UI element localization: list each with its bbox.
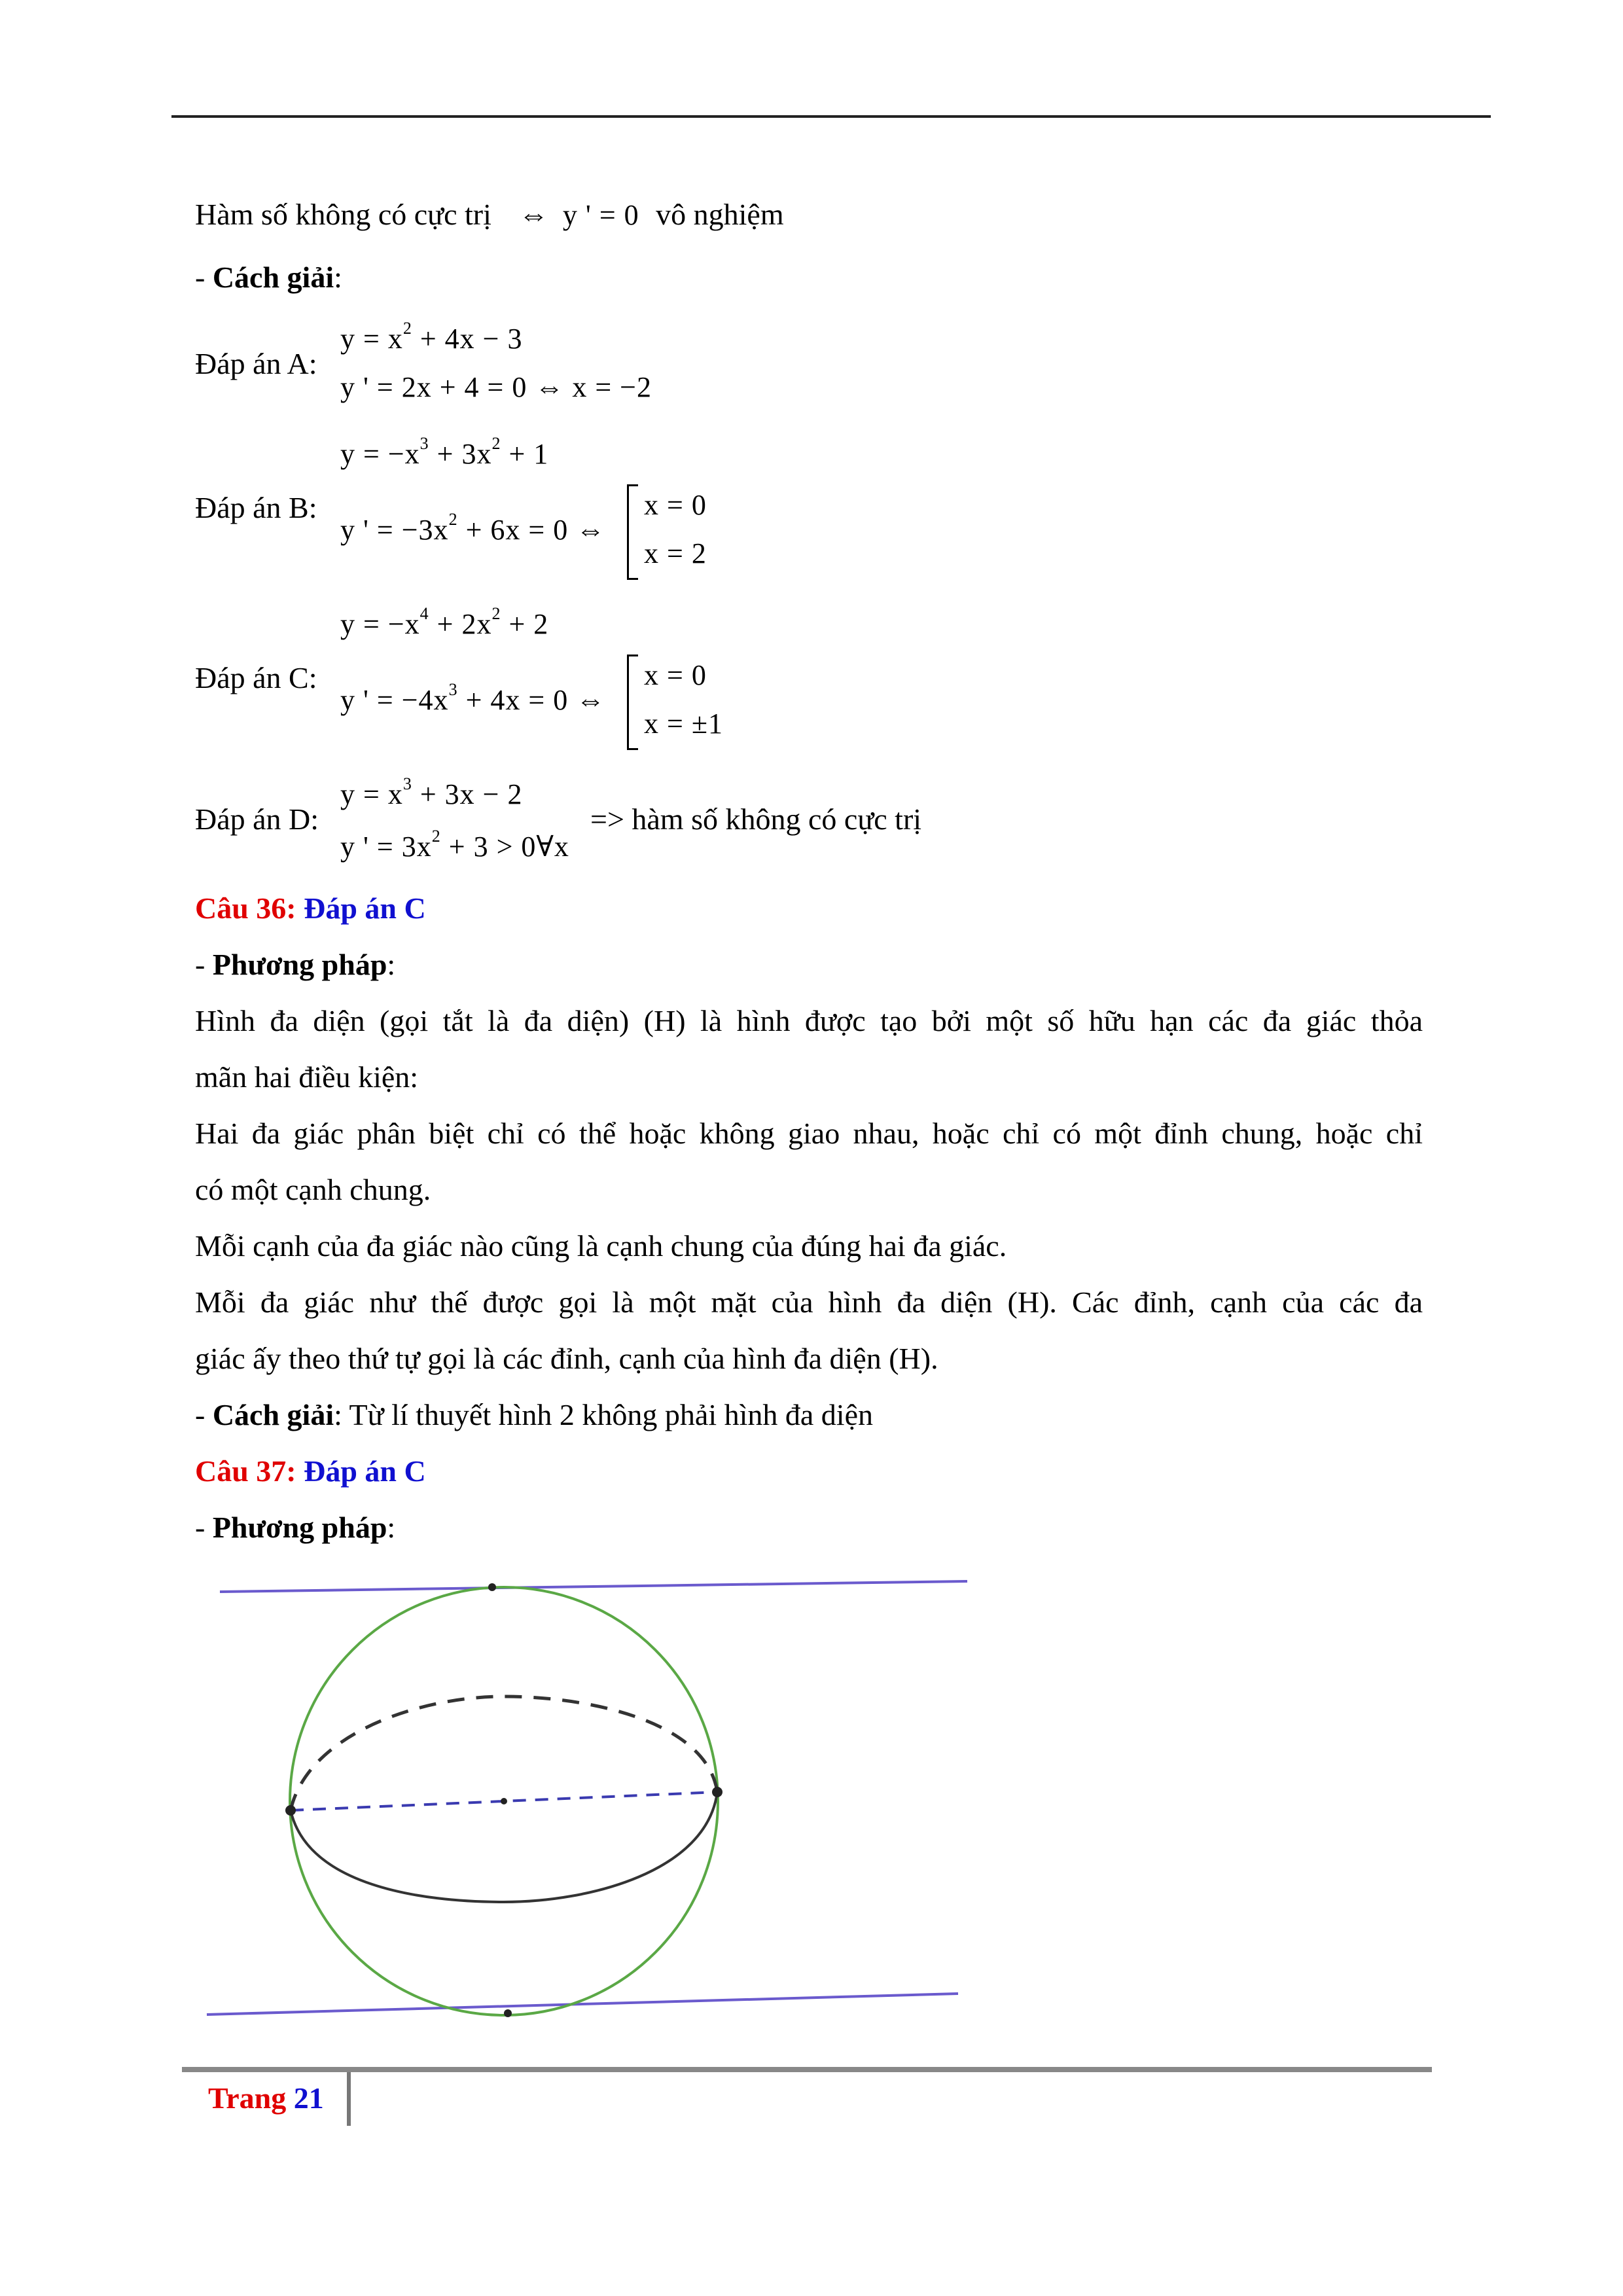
q36-method-heading: - Phương pháp: bbox=[195, 948, 396, 981]
q36-paragraph-2b: có một cạnh chung. bbox=[195, 1173, 431, 1206]
page-number bbox=[208, 2080, 324, 2117]
answer-b-case1: x = 0 bbox=[644, 489, 707, 521]
derivative-condition: y ' = 0 bbox=[562, 199, 639, 231]
q36-paragraph-4: Mỗi đa giác như thế được gọi là một mặt của hình đa diện (H). Các đỉnh, cạnh của các đa bbox=[195, 1285, 1423, 1319]
q36-answer: Đáp án C bbox=[304, 891, 426, 925]
page-number-value: 21 bbox=[293, 2081, 324, 2115]
point-bottom bbox=[504, 2009, 512, 2017]
q37-answer: Đáp án C bbox=[304, 1454, 426, 1488]
q36-solution: - Cách giải: Từ lí thuyết hình 2 không phải hình đa diện bbox=[195, 1398, 873, 1431]
q36-paragraph-3: Mỗi cạnh của đa giác nào cũng là cạnh chung của đúng hai đa giác. bbox=[195, 1229, 1007, 1263]
answer-c-eq2: y ' = $-4x^3 + 4x = 0$ ⇔ bbox=[340, 680, 606, 716]
answer-b-label: Đáp án B: bbox=[195, 491, 317, 524]
answer-a-eq2: y ' = 2x + 4 = 0 ⇔ x = −2 bbox=[340, 371, 652, 403]
answer-d-label: Đáp án D: bbox=[195, 802, 319, 836]
answer-c-case2: x = ±1 bbox=[644, 708, 723, 740]
point-top bbox=[488, 1583, 496, 1591]
equator-front bbox=[291, 1792, 717, 1902]
answer-d-eq1: $y = x^3 + 3x - 2$ bbox=[340, 774, 523, 810]
answer-c-label: Đáp án C: bbox=[195, 661, 317, 694]
answer-b-case2: x = 2 bbox=[644, 537, 707, 569]
dash: - bbox=[195, 260, 213, 294]
colon: : bbox=[334, 260, 342, 294]
tangent-line-top bbox=[220, 1581, 967, 1592]
answer-c-eq1: $y = -x^4 + 2x^2 + 2$ bbox=[340, 604, 549, 640]
point-left bbox=[285, 1805, 296, 1816]
q36-title: Câu 36: bbox=[195, 891, 296, 925]
cach-giai-label: Cách giải bbox=[212, 260, 334, 294]
point-center bbox=[501, 1798, 507, 1804]
intro-text-end: vô nghiệm bbox=[656, 198, 784, 231]
answer-a-eq1: $y = x^2 + 4x - 3$ bbox=[340, 319, 523, 355]
answer-d-eq2: y ' = $3x^2 + 3$ > 0∀x bbox=[340, 827, 569, 863]
q36-paragraph-1b: mãn hai điều kiện: bbox=[195, 1060, 419, 1094]
q36-paragraph-1: Hình đa diện (gọi tắt là đa diện) (H) là hình được tạo bởi một số hữu hạn các đa giác thỏa bbox=[195, 1004, 1423, 1037]
q36-paragraph-4b: giác ấy theo thứ tự gọi là các đỉnh, cạnh của hình đa diện (H). bbox=[195, 1342, 938, 1375]
answer-c-case1: x = 0 bbox=[644, 659, 707, 691]
q36-paragraph-2: Hai đa giác phân biệt chỉ có thể hoặc không giao nhau, hoặc chỉ có một đỉnh chung, hoặc chỉ bbox=[195, 1117, 1423, 1150]
intro-text: Hàm số không có cực trị bbox=[195, 198, 491, 231]
answer-b-eq2: y ' = $-3x^2 + 6x = 0$ ⇔ bbox=[340, 510, 606, 546]
q37-title: Câu 37: bbox=[195, 1454, 296, 1488]
footer-rule bbox=[182, 2067, 1432, 2072]
q37-method-heading: - Phương pháp: bbox=[195, 1511, 396, 1544]
page-label: Trang bbox=[208, 2081, 287, 2115]
answer-a-label: Đáp án A: bbox=[195, 347, 317, 380]
equiv-symbol: ⇔ bbox=[518, 198, 549, 231]
tangent-line-bottom bbox=[207, 1994, 958, 2015]
equator-back-dashed bbox=[291, 1696, 717, 1810]
footer-divider bbox=[347, 2072, 351, 2126]
answer-d-conclusion: => hàm số không có cực trị bbox=[590, 802, 922, 836]
answer-b-eq1: $y = -x^3 + 3x^2 + 1$ bbox=[340, 434, 549, 470]
point-right bbox=[712, 1787, 722, 1797]
